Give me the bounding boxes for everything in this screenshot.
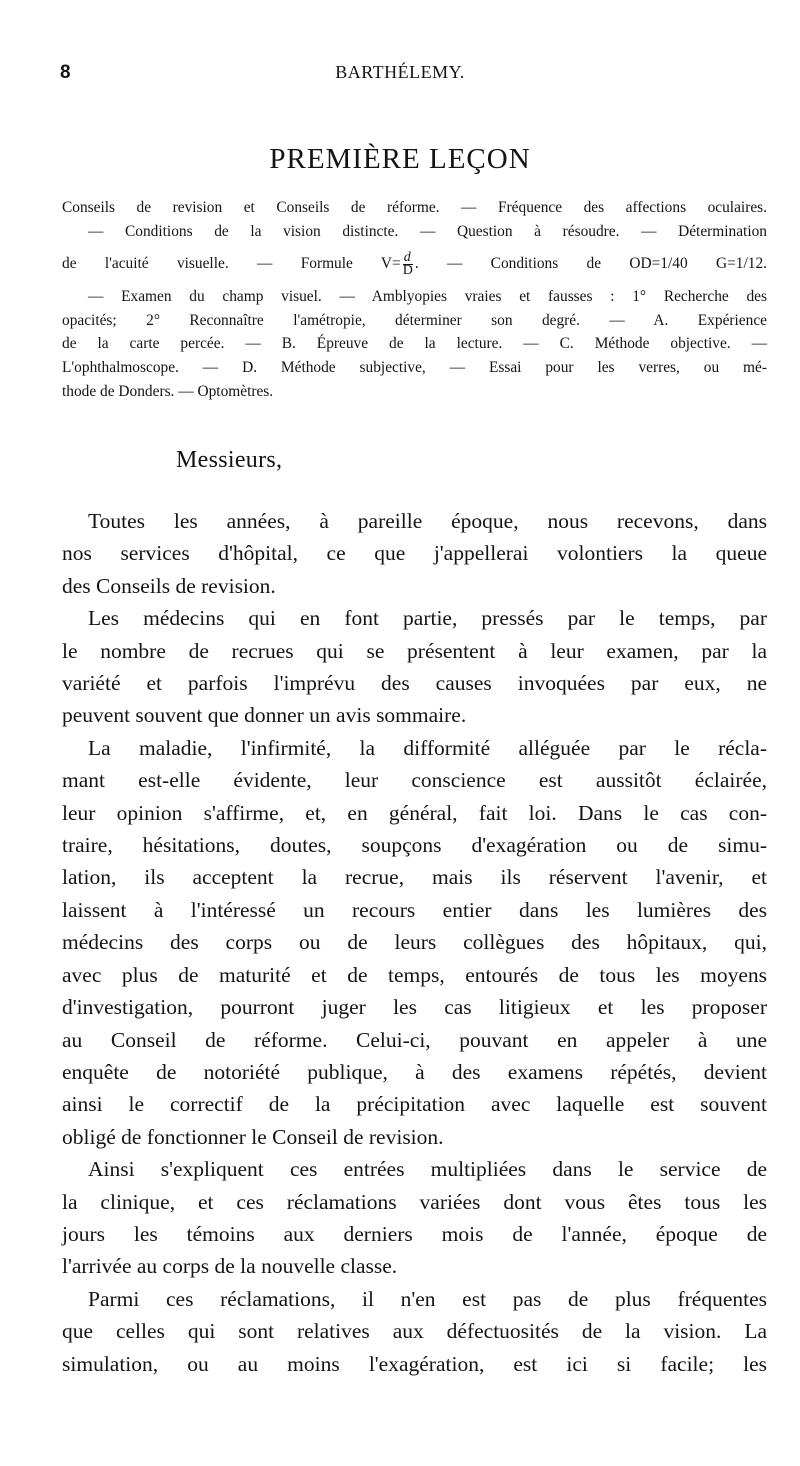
summary-line: — Conditions de la vision distincte. — Question à résoudre. — Détermination <box>88 222 767 240</box>
body-line: Les médecins qui en font partie, pressés par le temps, par <box>88 606 767 631</box>
summary-line: de la carte percée. — B. Épreuve de la lecture. — C. Méthode objective. — <box>62 335 767 353</box>
body-line: variété et parfois l'imprévu des causes invoquées par eux, ne <box>62 671 767 696</box>
running-title: BARTHÉLEMY. <box>335 62 465 82</box>
body-line: d'investigation, pourront juger les cas litigieux et les proposer <box>62 995 767 1020</box>
salutation: Messieurs, <box>176 447 283 473</box>
summary-line: L'ophthalmoscope. — D. Méthode subjective, — Essai pour les verres, ou mé- <box>62 358 767 376</box>
body-line: La maladie, l'infirmité, la difformité alléguée par le récla- <box>88 735 767 760</box>
body-line: Parmi ces réclamations, il n'en est pas de plus fréquentes <box>88 1286 767 1311</box>
body-line: des Conseils de revision. <box>62 573 276 598</box>
body-line: laissent à l'intéressé un recours entier dans les lumières des <box>62 897 767 922</box>
body-line: jours les témoins aux derniers mois de l'année, époque de <box>62 1221 767 1246</box>
formula-numerator: d <box>403 252 413 265</box>
summary-line-text: de l'acuité visuelle. — Formule V= <box>62 255 401 273</box>
body-line: peuvent souvent que donner un avis sommaire. <box>62 703 467 728</box>
body-line: que celles qui sont relatives aux défectuosités de la vision. La <box>62 1319 767 1344</box>
summary-line: Conseils de revision et Conseils de réforme. — Fréquence des affections oculaires. <box>62 199 767 216</box>
summary-line-text: . — Conditions de OD=1/40 G=1/12. <box>414 255 767 273</box>
body-line: Toutes les années, à pareille époque, nous recevons, dans <box>88 509 767 533</box>
summary-line: — Examen du champ visuel. — Amblyopies vraies et fausses : 1° Recherche des <box>88 288 767 306</box>
page-number: 8 <box>60 62 71 83</box>
body-line: ainsi le correctif de la précipitation avec laquelle est souvent <box>62 1092 767 1117</box>
body-line: mant est-elle évidente, leur conscience est aussitôt éclairée, <box>62 768 767 793</box>
body-line: l'arrivée au corps de la nouvelle classe. <box>62 1254 398 1279</box>
body-text <box>62 505 767 1380</box>
body-line: le nombre de recrues qui se présentent à leur examen, par la <box>62 638 767 663</box>
body-line: simulation, ou au moins l'exagération, est ici si facile; les <box>62 1351 767 1376</box>
body-line: avec plus de maturité et de temps, entourés de tous les moyens <box>62 962 767 987</box>
summary-line: thode de Donders. — Optomètres. <box>62 382 274 400</box>
lesson-summary <box>62 196 767 403</box>
formula-denominator: D <box>402 263 413 279</box>
body-line: nos services d'hôpital, ce que j'appellerai volontiers la queue <box>62 541 767 566</box>
body-line: Ainsi s'expliquent ces entrées multipliées dans le service de <box>88 1157 767 1182</box>
summary-line: opacités; 2° Reconnaître l'amétropie, déterminer son degré. — A. Expérience <box>62 311 767 329</box>
body-line: leur opinion s'affirme, et, en général, fait loi. Dans le cas con- <box>62 800 767 825</box>
running-header <box>0 62 800 88</box>
body-line: lation, ils acceptent la recrue, mais ils réservent l'avenir, et <box>62 865 767 890</box>
body-line: au Conseil de réforme. Celui-ci, pouvant en appeler à une <box>62 1027 767 1052</box>
body-line: enquête de notoriété publique, à des examens répétés, devient <box>62 1059 767 1084</box>
body-line: obligé de fonctionner le Conseil de revision. <box>62 1124 444 1149</box>
summary-formula-line <box>62 243 767 285</box>
acuity-formula-fraction <box>403 252 413 277</box>
body-line: traire, hésitations, doutes, soupçons d'exagération ou de simu- <box>62 833 767 858</box>
body-line: la clinique, et ces réclamations variées dont vous êtes tous les <box>62 1189 767 1214</box>
chapter-title: PREMIÈRE LEÇON <box>269 143 531 175</box>
body-line: médecins des corps ou de leurs collègues des hôpitaux, qui, <box>62 930 767 955</box>
